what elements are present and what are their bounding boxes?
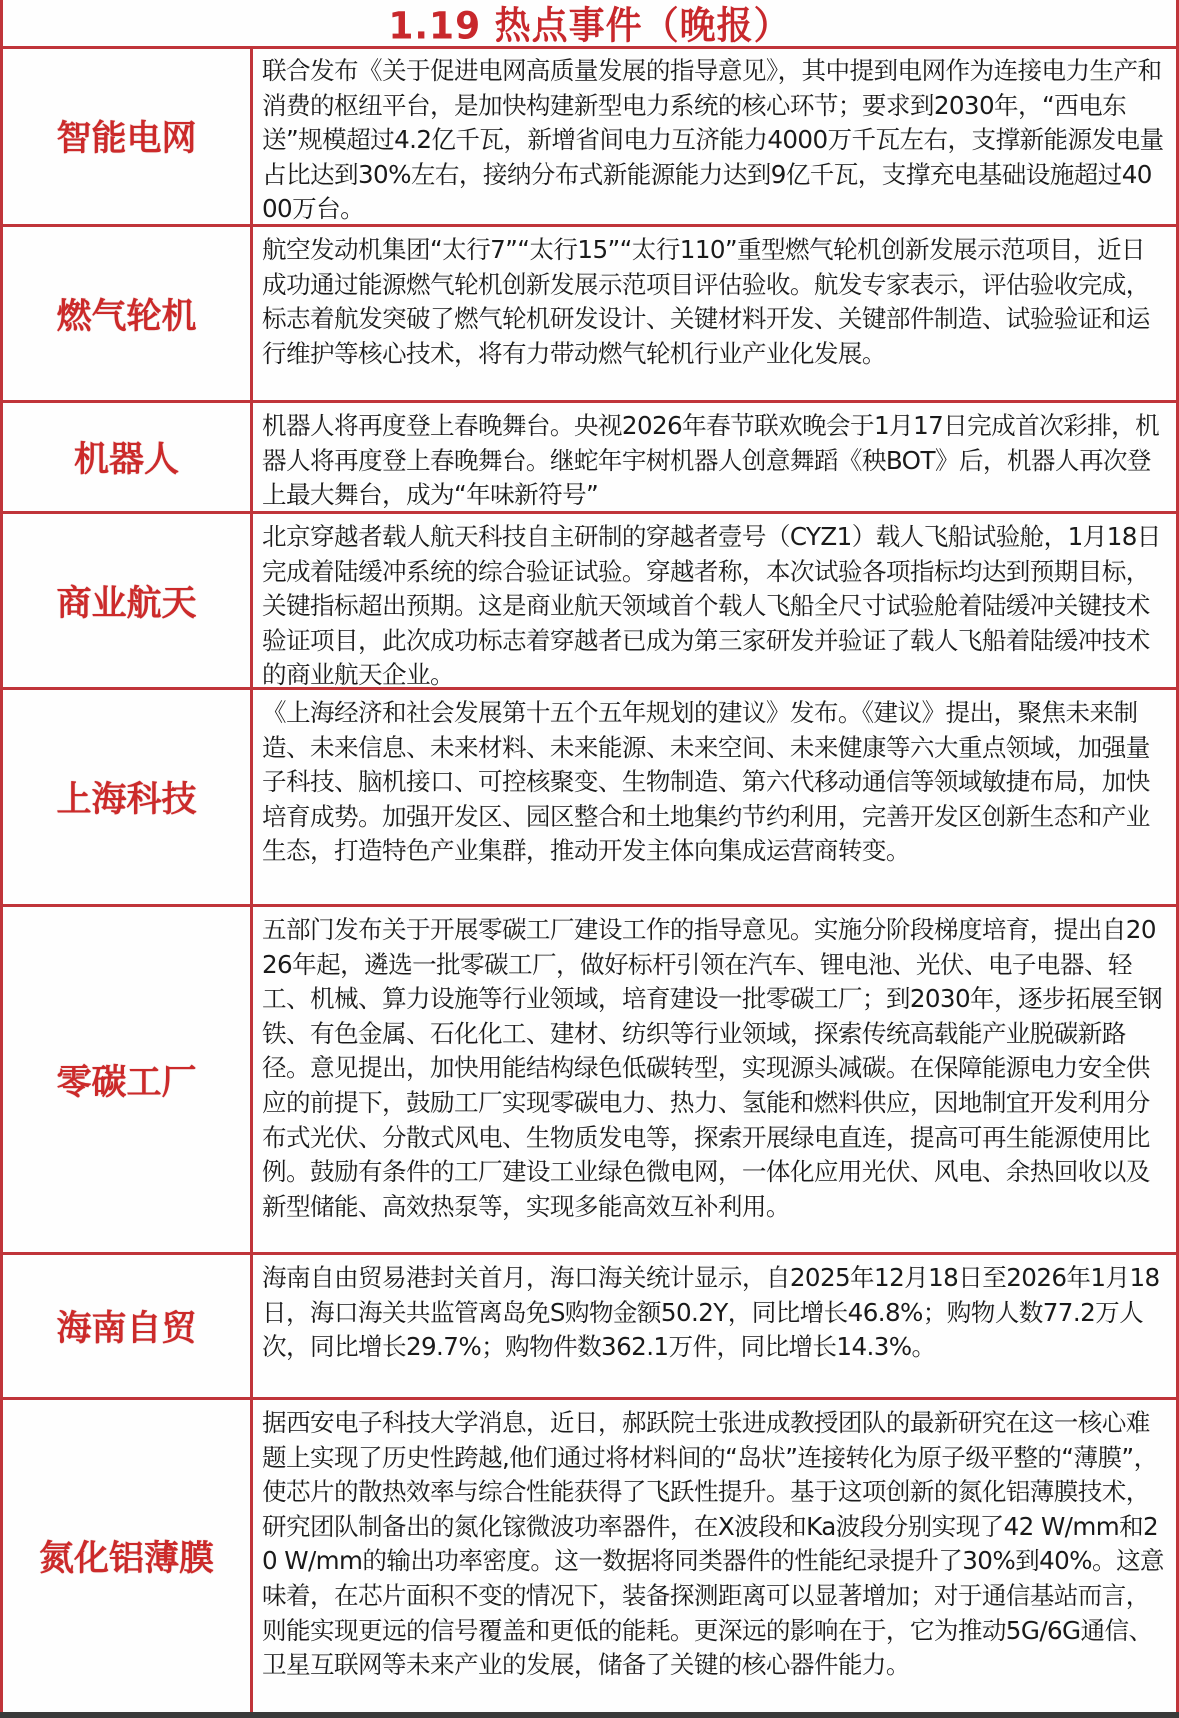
row-label: 零碳工厂 [56, 1062, 197, 1103]
row-text: 海南自由贸易港封关首月，海口海关统计显示，自2025年12月18日至2026年1月18日，海口海关共监管离岛免S购物金额50.2Y，同比增长46.8%；购物人数77.2万人次，同比增长29.7%；购物件数362.1万件，同比增长14.3%。 [262, 1263, 1160, 1362]
row-body-cell [253, 48, 1176, 224]
page-title: 1.19 热点事件（晚报） [388, 4, 791, 48]
row-label: 氮化铝薄膜 [38, 1539, 214, 1579]
row-text: 北京穿越者载人航天科技自主研制的穿越者壹号（CYZ1）载人飞船试验舱，1月18日完成着陆缓冲系统的综合验证试验。穿越者称，本次试验各项指标均达到预期目标，关键指标超出预期。这是商业航天领域首个载人飞船全尺寸试验舱着陆缓冲关键技术验证项目，此次成功标志着穿越者已成为第三家研发并验证了载人飞船着陆缓冲技术的商业航天企业。 [262, 522, 1161, 690]
row-text: 机器人将再度登上春晚舞台。央视2026年春节联欢晚会于1月17日完成首次彩排，机器人将再度登上春晚舞台。继蛇年宇树机器人创意舞蹈《秧BOT》后，机器人再次登上最大舞台，成为“年味新符号” [262, 411, 1160, 510]
row-text: 联合发布《关于促进电网高质量发展的指导意见》，其中提到电网作为连接电力生产和消费的枢纽平台，是加快构建新型电力系统的核心环节；要求到2030年，“西电东送”规模超过4.2亿千瓦，新增省间电力互济能力4000万千瓦左右，支撑新能源发电量占比达到30%左右，接纳分布式新能源能力达到9亿千瓦，支撑充电基础设施超过4000万台。 [262, 56, 1164, 224]
row-label-cell [3, 907, 253, 1252]
row-text: 据西安电子科技大学消息，近日，郝跃院士张进成教授团队的最新研究在这一核心难题上实现了历史性跨越,他们通过将材料间的“岛状”连接转化为原子级平整的“薄膜”，使芯片的散热效率与综合性能获得了飞跃性提升。基于这项创新的氮化铝薄膜技术，研究团队制备出的氮化镓微波功率器件，在X波段和Ka波段分别实现了42 W/mm和20 W/mm的输出功率密度。这一数据将同类器件的性能纪录提升了30%到40%。这意味着，在芯片面积不变的情况下，装备探测距离可以显著增加；对于通信基站而言，则能实现更远的信号覆盖和更低的能耗。更深远的影响在于，它为推动5G/6G通信、卫星互联网等未来产业的发展，储备了关键的核心器件能力。 [262, 1408, 1164, 1680]
row-label: 智能电网 [56, 119, 197, 159]
row-label: 海南自贸 [56, 1309, 197, 1349]
row-body-cell [253, 1255, 1176, 1397]
row-text: 航空发动机集团“太行7”“太行15”“太行110”重型燃气轮机创新发展示范项目，近日成功通过能源燃气轮机创新发展示范项目评估验收。航发专家表示，评估验收完成，标志着航发突破了燃气轮机研发设计、关键材料开发、关键部件制造、试验验证和运行维护等核心技术，将有力带动燃气轮机行业产业化发展。 [262, 235, 1150, 368]
row-label-cell [3, 227, 253, 400]
row-label: 上海科技 [56, 780, 197, 820]
row-label-cell [3, 1400, 253, 1712]
row-label: 商业航天 [56, 583, 197, 624]
table-row-aln-film [3, 1400, 1176, 1712]
row-label: 燃气轮机 [56, 296, 197, 337]
row-label-cell [3, 1255, 253, 1397]
row-body-cell [253, 690, 1176, 904]
title-bar [3, 0, 1176, 49]
row-body-cell [253, 403, 1176, 511]
row-text: 《上海经济和社会发展第十五个五年规划的建议》发布。《建议》提出，聚焦未来制造、未来信息、未来材料、未来能源、未来空间、未来健康等六大重点领域，加强量子科技、脑机接口、可控核聚变、生物制造、第六代移动通信等领域敏捷布局，加快培育成势。加强开发区、园区整合和土地集约节约利用，完善开发区创新生态和产业生态，打造特色产业集群，推动开发主体向集成运营商转变。 [262, 698, 1150, 866]
table-row-smart-grid [3, 48, 1176, 227]
row-body-cell [253, 1400, 1176, 1712]
table-row-zero-carbon-factory [3, 907, 1176, 1255]
row-label-cell [3, 48, 253, 224]
table-row-hainan-ftz [3, 1255, 1176, 1400]
row-body-cell [253, 227, 1176, 400]
row-body-cell [253, 514, 1176, 690]
table-row-robot [3, 403, 1176, 514]
table-row-shanghai-tech [3, 690, 1176, 907]
table-row-commercial-space [3, 514, 1176, 690]
row-label-cell [3, 403, 253, 511]
row-label-cell [3, 690, 253, 904]
row-body-cell [253, 907, 1176, 1252]
bottom-edge-strip [0, 1712, 1179, 1718]
row-label-cell [3, 514, 253, 687]
row-label: 机器人 [73, 440, 179, 480]
table-row-gas-turbine [3, 227, 1176, 403]
row-text: 五部门发布关于开展零碳工厂建设工作的指导意见。实施分阶段梯度培育，提出自2026年起，遴选一批零碳工厂，做好标杆引领在汽车、锂电池、光伏、电子电器、轻工、机械、算力设施等行业领域，培育建设一批零碳工厂；到2030年，逐步拓展至钢铁、有色金属、石化化工、建材、纺织等行业领域，探索传统高载能产业脱碳新路径。意见提出，加快用能结构绿色低碳转型，实现源头减碳。在保障能源电力安全供应的前提下，鼓励工厂实现零碳电力、热力、氢能和燃料供应，因地制宜开发利用分布式光伏、分散式风电、生物质发电等，探索开展绿电直连，提高可再生能源使用比例。鼓励有条件的工厂建设工业绿色微电网，一体化应用光伏、风电、余热回收以及新型储能、高效热泵等，实现多能高效互补利用。 [262, 915, 1162, 1221]
